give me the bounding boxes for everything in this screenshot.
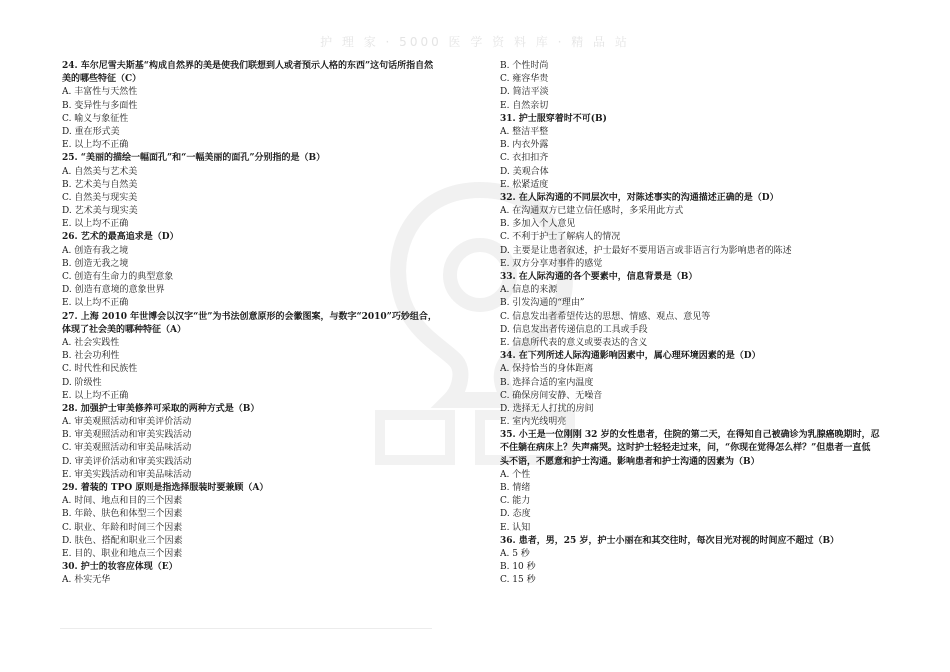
answer-option: E. 信息所代表的意义或要表达的含义	[500, 337, 648, 348]
question-text: 体现了社会美的哪种特征（A）	[62, 324, 186, 335]
answer-option: A. 自然美与艺术美	[62, 166, 138, 177]
answer-option: E. 松紧适度	[500, 179, 549, 190]
answer-option: A. 时间、地点和目的三个因素	[62, 496, 183, 507]
answer-option: C. 能力	[500, 496, 531, 507]
answer-option: E. 目的、职业和地点三个因素	[62, 548, 183, 559]
question-text: 24. 车尔尼雪夫斯基“构成自然界的美是使我们联想到人或者预示人格的东西”这句话所指自然	[62, 61, 434, 71]
right-column	[500, 60, 910, 588]
answer-option: C. 喻义与象征性	[62, 113, 129, 124]
answer-option: C. 自然美与现实美	[62, 192, 138, 203]
answer-option: B. 情绪	[500, 483, 531, 493]
answer-option: C. 不利于护士了解病人的情况	[500, 232, 621, 243]
question-text: 32. 在人际沟通的不同层次中，对陈述事实的沟通描述正确的是（D）	[500, 192, 779, 203]
answer-option: A. 创造有我之境	[62, 245, 129, 256]
answer-option: B. 创造无我之境	[62, 258, 129, 269]
page-divider	[60, 628, 432, 629]
answer-option: D. 态度	[500, 509, 531, 520]
answer-option: B. 审美观照活动和审美实践活动	[62, 430, 192, 441]
answer-option: C. 15 秒	[500, 575, 536, 586]
answer-option: B. 年龄、肤色和体型三个因素	[62, 509, 183, 520]
answer-option: E. 自然亲切	[500, 100, 549, 111]
answer-option: E. 审美实践活动和审美品味活动	[62, 469, 192, 480]
answer-option: D. 审美评价活动和审美实践活动	[62, 456, 192, 467]
answer-option: D. 信息发出者传递信息的工具或手段	[500, 324, 648, 335]
answer-option: B. 多加入个人意见	[500, 219, 576, 230]
answer-option: A. 审美观照活动和审美评价活动	[62, 417, 192, 428]
answer-option: E. 以上均不正确	[62, 298, 129, 309]
answer-option: A. 整洁平整	[500, 126, 549, 137]
answer-option: A. 个性	[500, 469, 531, 480]
answer-option: D. 阶级性	[62, 377, 102, 388]
answer-option: A. 保持恰当的身体距离	[500, 364, 594, 375]
answer-option: A. 社会实践性	[62, 337, 120, 348]
answer-option: E. 以上均不正确	[62, 219, 129, 230]
question-text: 30. 护士的妆容应体现（E）	[62, 562, 178, 573]
answer-option: A. 信息的来源	[500, 285, 558, 296]
question-text: 35. 小王是一位刚刚 32 岁的女性患者，住院的第二天，在得知自己被确诊为乳腺癌晚期时，忍	[500, 430, 880, 441]
answer-option: E. 以上均不正确	[62, 390, 129, 401]
answer-option: D. 肤色、搭配和职业三个因素	[62, 535, 183, 546]
answer-option: D. 艺术美与现实美	[62, 206, 138, 217]
answer-option: B. 变异性与多面性	[62, 100, 138, 111]
answer-option: A. 5 秒	[500, 548, 530, 559]
left-column	[62, 60, 480, 588]
answer-option: A. 朴实无华	[62, 575, 111, 586]
answer-option: D. 选择无人打扰的房间	[500, 403, 594, 414]
answer-option: E. 室内光线明亮	[500, 417, 567, 428]
answer-option: E. 认知	[500, 522, 531, 533]
answer-option: C. 衣扣扣齐	[500, 153, 549, 164]
answer-option: A. 丰富性与天然性	[62, 87, 138, 98]
question-text: 28. 加强护士审美修养可采取的两种方式是（B）	[62, 403, 260, 414]
answer-option: B. 社会功利性	[62, 351, 120, 362]
answer-option: B. 个性时尚	[500, 61, 549, 71]
answer-option: E. 双方分享对事件的感觉	[500, 258, 603, 269]
question-text: 27. 上海 2010 年世博会以汉字“世”为书法创意原形的会徽图案，与数字“2010”巧妙组合，	[62, 311, 437, 322]
answer-option: C. 职业、年龄和时间三个因素	[62, 522, 183, 533]
answer-option: C. 时代性和民族性	[62, 364, 138, 375]
question-text: 不住躺在病床上？失声痛哭。这时护士轻轻走过来，问，“你现在觉得怎么样？”但患者一直低	[500, 443, 871, 454]
answer-option: B. 引发沟通的“理由”	[500, 298, 585, 309]
answer-option: A. 在沟通双方已建立信任感时，多采用此方式	[500, 206, 684, 217]
question-text: 33. 在人际沟通的各个要素中，信息背景是（B）	[500, 272, 698, 282]
answer-option: B. 10 秒	[500, 562, 536, 573]
answer-option: D. 简洁平淡	[500, 87, 549, 98]
answer-option: B. 艺术美与自然美	[62, 179, 138, 190]
header-watermark: 护 理 家 · 5000 医 学 资 料 库 · 精 品 站	[320, 35, 630, 49]
answer-option: B. 内衣外露	[500, 140, 549, 151]
question-text: 头不语，不愿意和护士沟通。影响患者和护士沟通的因素为（B）	[500, 456, 760, 467]
question-text: 26. 艺术的最高追求是（D）	[62, 232, 179, 243]
question-text: 美的哪些特征（C）	[62, 74, 142, 85]
answer-option: B. 选择合适的室内温度	[500, 377, 594, 388]
answer-option: D. 美观合体	[500, 166, 549, 177]
question-text: 29. 着装的 TPO 原则是指选择服装时要兼顾（A）	[62, 483, 269, 493]
answer-option: C. 确保房间安静、无噪音	[500, 390, 603, 401]
answer-option: D. 主要是让患者叙述，护士最好不要用语言或非语言行为影响患者的陈述	[500, 245, 792, 256]
question-text: 25. “美丽的描绘一幅面孔”和“一幅美丽的面孔”分别指的是（B）	[62, 153, 326, 164]
answer-option: C. 信息发出者希望传达的思想、情感、观点、意见等	[500, 311, 711, 322]
answer-option: C. 审美观照活动和审美品味活动	[62, 443, 192, 454]
answer-option: D. 创造有意境的意象世界	[62, 285, 165, 296]
answer-option: D. 重在形式美	[62, 126, 120, 137]
question-text: 31. 护士服穿着时不可(B)	[500, 113, 607, 124]
question-text: 34. 在下列所述人际沟通影响因素中，属心理环境因素的是（D）	[500, 351, 761, 362]
answer-option: C. 创造有生命力的典型意象	[62, 272, 174, 282]
answer-option: E. 以上均不正确	[62, 140, 129, 151]
answer-option: C. 雍容华贵	[500, 74, 549, 85]
question-text: 36. 患者，男，25 岁，护士小丽在和其交往时，每次目光对视的时间应不超过（B）	[500, 535, 840, 546]
